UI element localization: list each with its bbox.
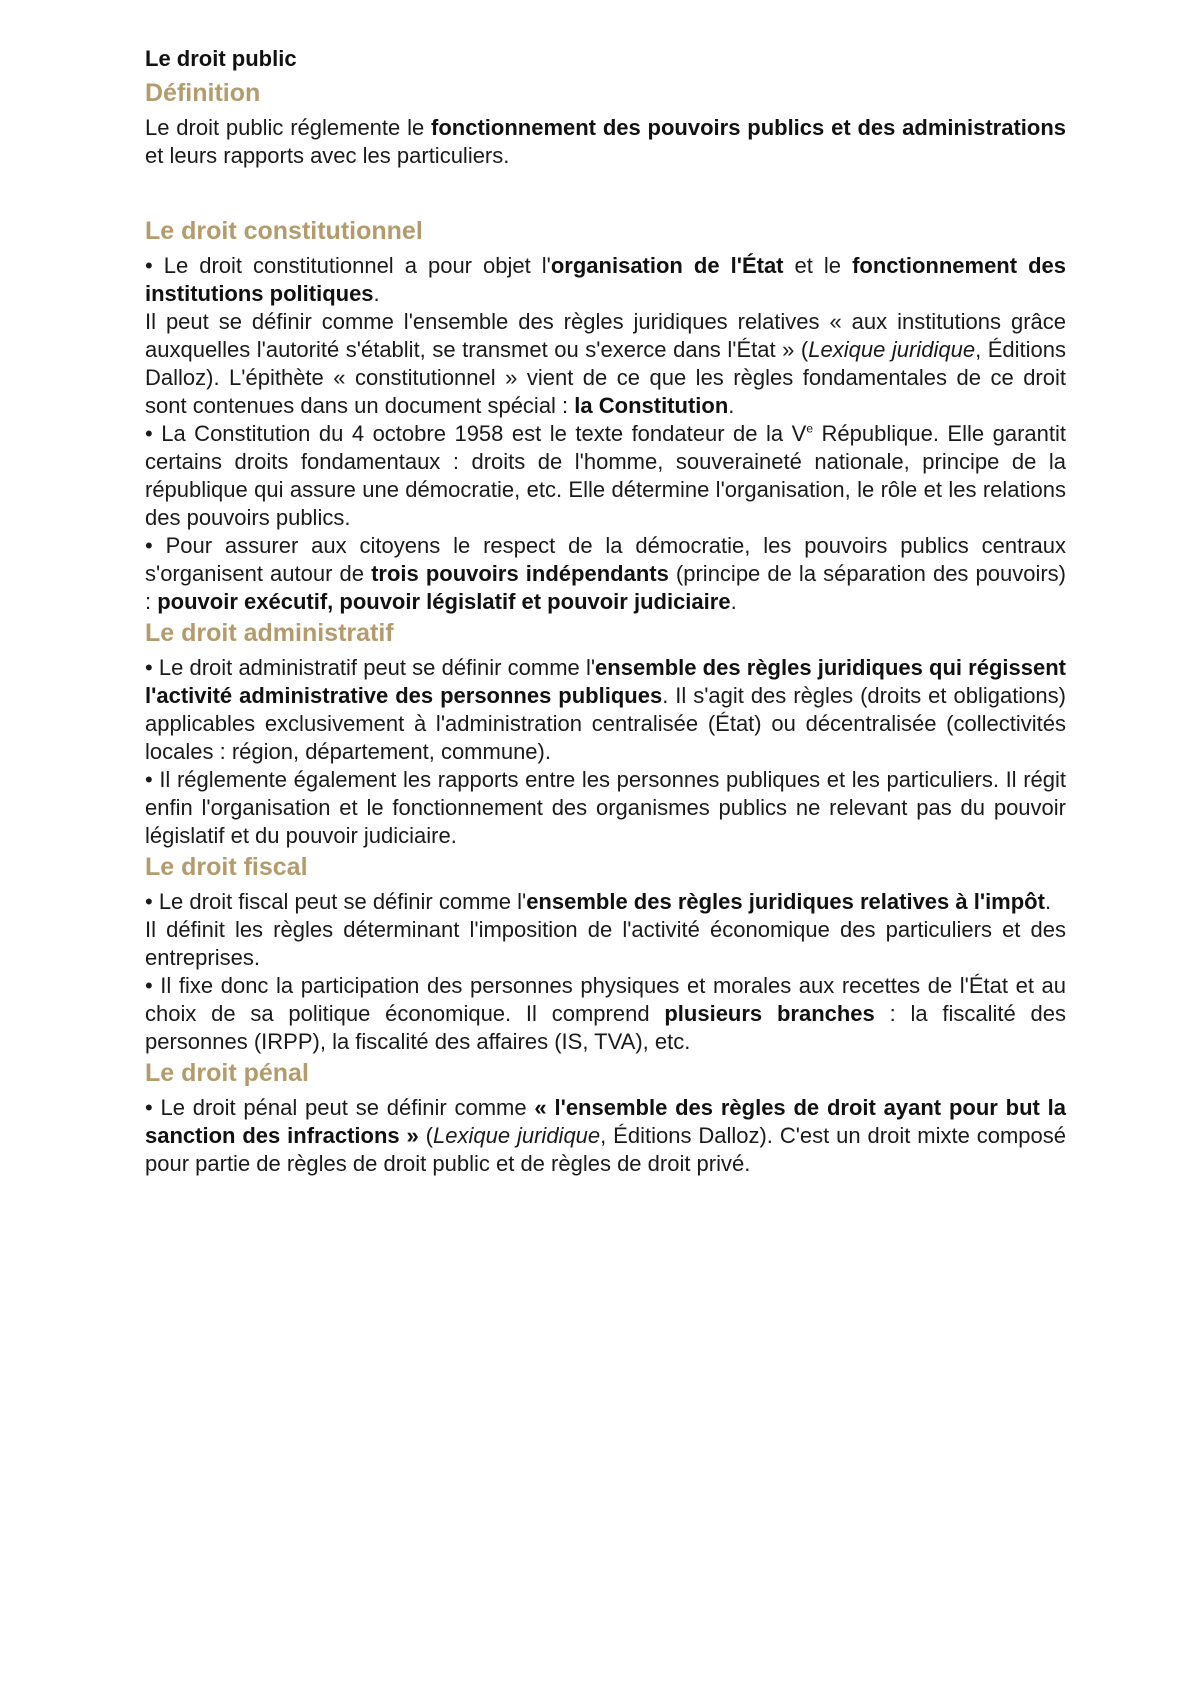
text: . (728, 393, 735, 418)
paragraph-constitutionnel-2 (145, 308, 1066, 420)
text: ( (418, 1123, 434, 1148)
text: • Il réglemente également les rapports entre les personnes publiques et les particuliers. Il régit enfin l'organisation et le fonctionnement des organismes publics ne relevant pas du pouvoir législatif et du pouvoir judiciaire. (145, 767, 1066, 848)
text: • La Constitution du 4 octobre 1958 est le texte fondateur de la V (145, 421, 807, 446)
text: (principe de la séparation des pouvoirs) : (145, 561, 1067, 614)
bold-text: fonctionnement des pouvoirs publics et des administrations (431, 115, 1066, 140)
text: . Il s'agit des règles (droits et obligations) applicables exclusivement à l'administration centralisée (État) ou décentralisée (collectivités locales : région, département, commune). (145, 683, 1066, 764)
bold-text: plusieurs branches (664, 1001, 875, 1026)
text: • Le droit pénal peut se définir comme (145, 1095, 535, 1120)
italic-text: Lexique juridique (808, 337, 976, 362)
text: . (1044, 889, 1052, 914)
text: Il peut se définir comme l'ensemble des règles juridiques relatives « aux institutions grâce auxquelles l'autorité s'établit, se transmet ou s'exerce dans l'État » ( (145, 309, 1066, 362)
bold-text: pouvoir exécutif, pouvoir législatif et pouvoir judiciaire (157, 589, 731, 614)
bold-text: « l'ensemble des règles de droit ayant pour but la sanction des infractions » (145, 1095, 1067, 1148)
heading-droit-penal: Le droit pénal (145, 1059, 309, 1087)
paragraph-fiscal-1 (145, 888, 1066, 916)
superscript: e (806, 421, 813, 436)
text: et le (783, 253, 853, 278)
paragraph-fiscal-3 (145, 972, 1066, 1056)
document-title: Le droit public (145, 46, 297, 71)
paragraph-constitutionnel-4 (145, 532, 1066, 616)
bold-text: ensemble des règles juridiques qui régissent l'activité administrative des personnes publiques (145, 655, 1066, 708)
text: , Éditions Dalloz). L'épithète « constitutionnel » vient de ce que les règles fondamentales de ce droit sont contenues dans un document spécial : (145, 337, 1066, 418)
paragraph-constitutionnel-1 (145, 252, 1066, 308)
italic-text: Lexique juridique (433, 1123, 601, 1148)
text: • Il fixe donc la participation des personnes physiques et morales aux recettes de l'État et au choix de sa politique économique. Il comprend (145, 973, 1066, 1026)
paragraph-fiscal-2 (145, 916, 1066, 972)
bold-text: trois pouvoirs indépendants (371, 561, 669, 586)
bold-text: organisation de l'État (550, 253, 784, 278)
bold-text: ensemble des règles juridiques relatives à l'impôt (526, 889, 1045, 914)
heading-droit-fiscal: Le droit fiscal (145, 853, 308, 881)
text: et leurs rapports avec les particuliers. (145, 143, 510, 168)
text: • Le droit administratif peut se définir comme l' (145, 655, 596, 680)
heading-droit-administratif: Le droit administratif (145, 619, 394, 647)
text: Il définit les règles déterminant l'imposition de l'activité économique des particuliers et des entreprises. (145, 917, 1066, 970)
paragraph-constitutionnel-3 (145, 420, 1066, 532)
text: • Le droit fiscal peut se définir comme l' (145, 889, 527, 914)
text: République. Elle garantit certains droits fondamentaux : droits de l'homme, souveraineté nationale, principe de la république qui assure une démocratie, etc. Elle détermine l'organisation, le rôle et les relations des pouvoirs publics. (145, 421, 1066, 530)
bold-text: fonctionnement des institutions politiques (145, 253, 1067, 306)
paragraph-administratif-2 (145, 766, 1066, 850)
paragraph-definition (145, 114, 1066, 170)
text: • Le droit constitutionnel a pour objet l' (145, 253, 551, 278)
text: . (373, 281, 380, 306)
heading-definition: Définition (145, 79, 261, 107)
text: , Éditions Dalloz). C'est un droit mixte composé pour partie de règles de droit public et de règles de droit privé. (145, 1123, 1066, 1176)
text: . (730, 589, 737, 614)
text: Le droit public réglemente le (145, 115, 432, 140)
paragraph-administratif-1 (145, 654, 1066, 766)
text: • Pour assurer aux citoyens le respect de la démocratie, les pouvoirs publics centraux s'organisent autour de (145, 533, 1066, 586)
text: : la fiscalité des personnes (IRPP), la fiscalité des affaires (IS, TVA), etc. (145, 1001, 1067, 1054)
heading-droit-constitutionnel: Le droit constitutionnel (145, 217, 423, 245)
paragraph-penal-1 (145, 1094, 1066, 1178)
bold-text: la Constitution (574, 393, 729, 418)
